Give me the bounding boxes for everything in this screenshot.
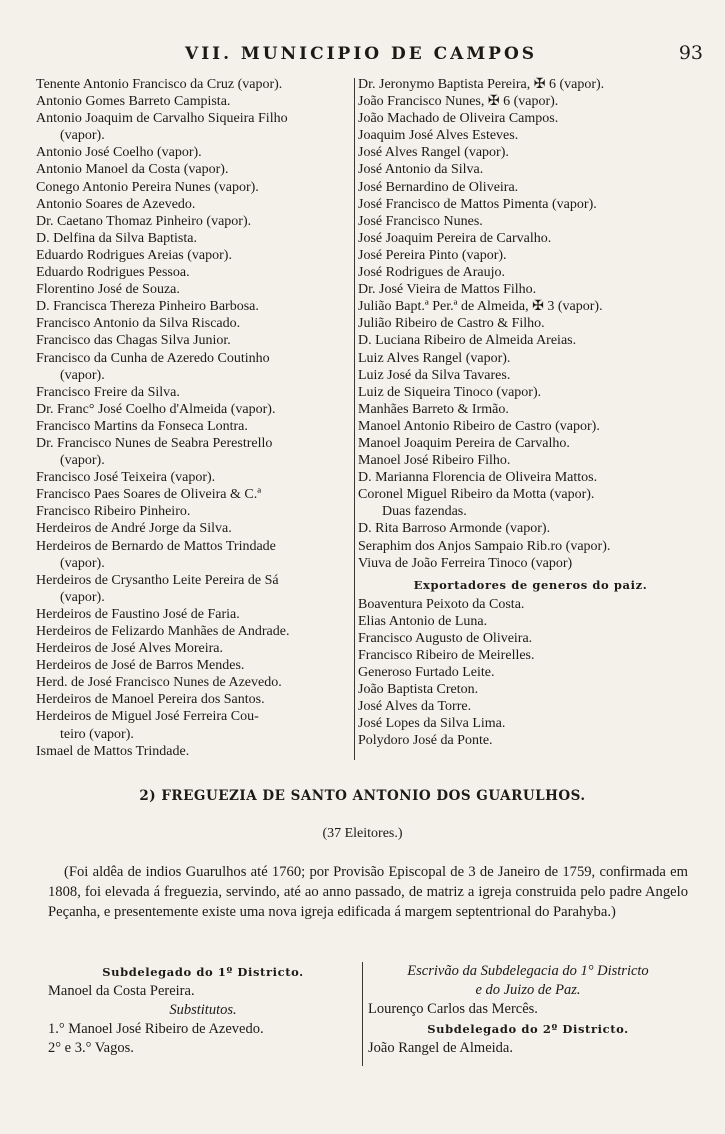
list-item: José Bernardino de Oliveira. <box>358 179 519 195</box>
list-item: Viuva de João Ferreira Tinoco (vapor) <box>358 555 573 571</box>
list-item: Manoel Antonio Ribeiro de Castro (vapor). <box>358 418 600 434</box>
list-item: Francisco José Teixeira (vapor). <box>36 470 216 486</box>
subdelegate-2-name: João Rangel de Almeida. <box>368 1040 513 1056</box>
list-item: Herdeiros de Crysantho Leite Pereira de Sá <box>36 572 279 588</box>
list-item: Antonio Soares de Azevedo. <box>36 196 196 212</box>
right-column <box>358 76 703 750</box>
list-item: Herdeiros de José Alves Moreira. <box>36 641 224 657</box>
list-item: Antonio Manoel da Costa (vapor). <box>36 162 229 178</box>
list-item: Francisco Paes Soares de Oliveira & C.ª <box>36 487 262 503</box>
exporters-heading: Exportadores de generos do paiz. <box>413 577 648 592</box>
exporter-item: Francisco Augusto de Oliveira. <box>358 630 533 646</box>
history-text: (Foi aldêa de indios Guarulhos até 1760; por Provisão Episcopal de 3 de Janeiro de 1759, confirmada em 1808, foi elevada á freguezia, servindo, até ao anno passado, de matriz a igreja construida pelo padre Angelo Peçanha, e presentemente existe uma nova igreja edificada á margem septentrional do Parahyba.) <box>48 864 688 920</box>
list-item-continuation: teiro (vapor). <box>60 726 134 742</box>
list-item: Francisco Martins da Fonseca Lontra. <box>36 418 248 434</box>
list-item: Francisco Freire da Silva. <box>36 384 180 400</box>
list-item: Francisco Ribeiro Pinheiro. <box>36 504 191 520</box>
list-item: Eduardo Rodrigues Areias (vapor). <box>36 247 232 263</box>
list-item: Dr. Jeronymo Baptista Pereira, ✠ 6 (vapor). <box>358 77 605 92</box>
list-item-continuation: (vapor). <box>60 128 105 144</box>
list-item: Dr. Francisco Nunes de Seabra Perestrello <box>36 435 273 451</box>
list-item: D. Francisca Thereza Pinheiro Barbosa. <box>36 299 259 315</box>
electors-count: (37 Eleitores.) <box>322 826 403 841</box>
list-item: Antonio José Coelho (vapor). <box>36 145 202 161</box>
list-item: José Antonio da Silva. <box>358 162 484 178</box>
list-item: Antonio Gomes Barreto Campista. <box>36 94 231 110</box>
page-title: VII. MUNICIPIO DE CAMPOS <box>185 44 538 64</box>
list-item: Francisco da Cunha de Azeredo Coutinho <box>36 350 270 366</box>
list-item: Herdeiros de Faustino José de Faria. <box>36 606 240 622</box>
list-item: D. Luciana Ribeiro de Almeida Areias. <box>358 333 577 349</box>
list-item: Herdeiros de Felizardo Manhães de Andrade. <box>36 624 290 639</box>
list-item: Dr. Caetano Thomaz Pinheiro (vapor). <box>36 213 252 229</box>
exporter-item: João Baptista Creton. <box>358 682 479 698</box>
list-item: Francisco Antonio da Silva Riscado. <box>36 316 241 332</box>
list-item: José Rodrigues de Araujo. <box>358 265 505 281</box>
list-item-continuation: (vapor). <box>60 367 105 383</box>
list-item: José Francisco Nunes. <box>358 213 483 229</box>
list-item: José Francisco de Mattos Pimenta (vapor). <box>358 196 597 212</box>
list-item-continuation: (vapor). <box>60 589 105 605</box>
list-item: Coronel Miguel Ribeiro da Motta (vapor). <box>358 487 595 503</box>
exporter-item: Polydoro José da Ponte. <box>358 733 493 749</box>
list-item: Luiz Alves Rangel (vapor). <box>358 350 511 366</box>
left-column <box>36 76 354 760</box>
list-item: Herd. de José Francisco Nunes de Azevedo. <box>36 675 282 691</box>
clerk-title-line1: Escrivão da Subdelegacia do 1° Districto <box>407 963 649 979</box>
list-item: Dr. Franc° José Coelho d'Almeida (vapor). <box>36 401 276 417</box>
substitute-2-3: 2° e 3.° Vagos. <box>48 1040 134 1056</box>
list-item-continuation: (vapor). <box>60 453 105 469</box>
list-item: Herdeiros de André Jorge da Silva. <box>36 521 232 537</box>
page-number: 93 <box>678 42 703 64</box>
list-item: Herdeiros de Miguel José Ferreira Cou- <box>36 709 259 725</box>
list-item: Herdeiros de José de Barros Mendes. <box>36 658 245 674</box>
list-item: Manoel Joaquim Pereira de Carvalho. <box>358 435 570 451</box>
list-item: Herdeiros de Manoel Pereira dos Santos. <box>36 692 265 708</box>
substitute-1: 1.° Manoel José Ribeiro de Azevedo. <box>48 1021 264 1037</box>
list-item: Francisco das Chagas Silva Junior. <box>36 333 231 349</box>
list-item: Antonio Joaquim de Carvalho Siqueira Filho <box>36 111 288 127</box>
column-divider <box>354 78 355 760</box>
clerk-title-line2: e do Juizo de Paz. <box>475 982 581 998</box>
list-item: Ismael de Mattos Trindade. <box>36 743 190 759</box>
officials-left <box>48 962 358 1058</box>
exporter-item: José Alves da Torre. <box>358 699 472 715</box>
list-item: Florentino José de Souza. <box>36 282 180 298</box>
list-item: José Joaquim Pereira de Carvalho. <box>358 230 552 246</box>
exporter-item: Boaventura Peixoto da Costa. <box>358 596 525 612</box>
list-item: Manoel José Ribeiro Filho. <box>358 453 511 469</box>
list-item: D. Marianna Florencia de Oliveira Mattos. <box>358 470 598 486</box>
list-item: Seraphim dos Anjos Sampaio Rib.ro (vapor). <box>358 538 611 554</box>
list-item: Tenente Antonio Francisco da Cruz (vapor). <box>36 77 283 92</box>
exporter-item: Elias Antonio de Luna. <box>358 613 488 629</box>
list-item: D. Rita Barroso Armonde (vapor). <box>358 521 551 537</box>
list-item: Julião Ribeiro de Castro & Filho. <box>358 316 545 332</box>
list-item: Julião Bapt.ª Per.ª de Almeida, ✠ 3 (vapor). <box>358 299 603 315</box>
clerk-name: Lourenço Carlos das Mercês. <box>368 1001 538 1017</box>
history-paragraph <box>48 862 688 922</box>
subdelegate-2-heading: Subdelegado do 2º Districto. <box>427 1022 629 1036</box>
list-item: D. Delfina da Silva Baptista. <box>36 230 197 246</box>
list-item: Luiz de Siqueira Tinoco (vapor). <box>358 384 542 400</box>
list-item: Dr. José Vieira de Mattos Filho. <box>358 282 537 298</box>
list-item: Herdeiros de Bernardo de Mattos Trindade <box>36 538 276 554</box>
officials-divider <box>362 962 363 1066</box>
page-header <box>0 40 725 70</box>
subdelegate-1-name: Manoel da Costa Pereira. <box>48 983 195 999</box>
list-item: Conego Antonio Pereira Nunes (vapor). <box>36 179 259 195</box>
section-title: 2) FREGUEZIA DE SANTO ANTONIO DOS GUARULHOS. <box>139 788 586 804</box>
list-item: Manhães Barreto & Irmão. <box>358 401 509 417</box>
subdelegate-1-heading: Subdelegado do 1º Districto. <box>102 965 304 979</box>
officials-right <box>368 962 688 1058</box>
exporter-item: Generoso Furtado Leite. <box>358 665 495 681</box>
list-item: José Alves Rangel (vapor). <box>358 145 509 161</box>
list-item: Eduardo Rodrigues Pessoa. <box>36 265 190 281</box>
list-item-continuation: Duas fazendas. <box>382 504 467 520</box>
substitutes-label: Substitutos. <box>169 1002 237 1018</box>
list-item: João Francisco Nunes, ✠ 6 (vapor). <box>358 94 559 110</box>
list-item: João Machado de Oliveira Campos. <box>358 111 559 127</box>
list-item: Luiz José da Silva Tavares. <box>358 367 511 383</box>
list-item: Joaquim José Alves Esteves. <box>358 128 519 144</box>
list-item: José Pereira Pinto (vapor). <box>358 247 507 263</box>
exporter-item: José Lopes da Silva Lima. <box>358 716 506 732</box>
list-item-continuation: (vapor). <box>60 555 105 571</box>
exporter-item: Francisco Ribeiro de Meirelles. <box>358 648 535 663</box>
officials-block <box>0 962 725 1092</box>
